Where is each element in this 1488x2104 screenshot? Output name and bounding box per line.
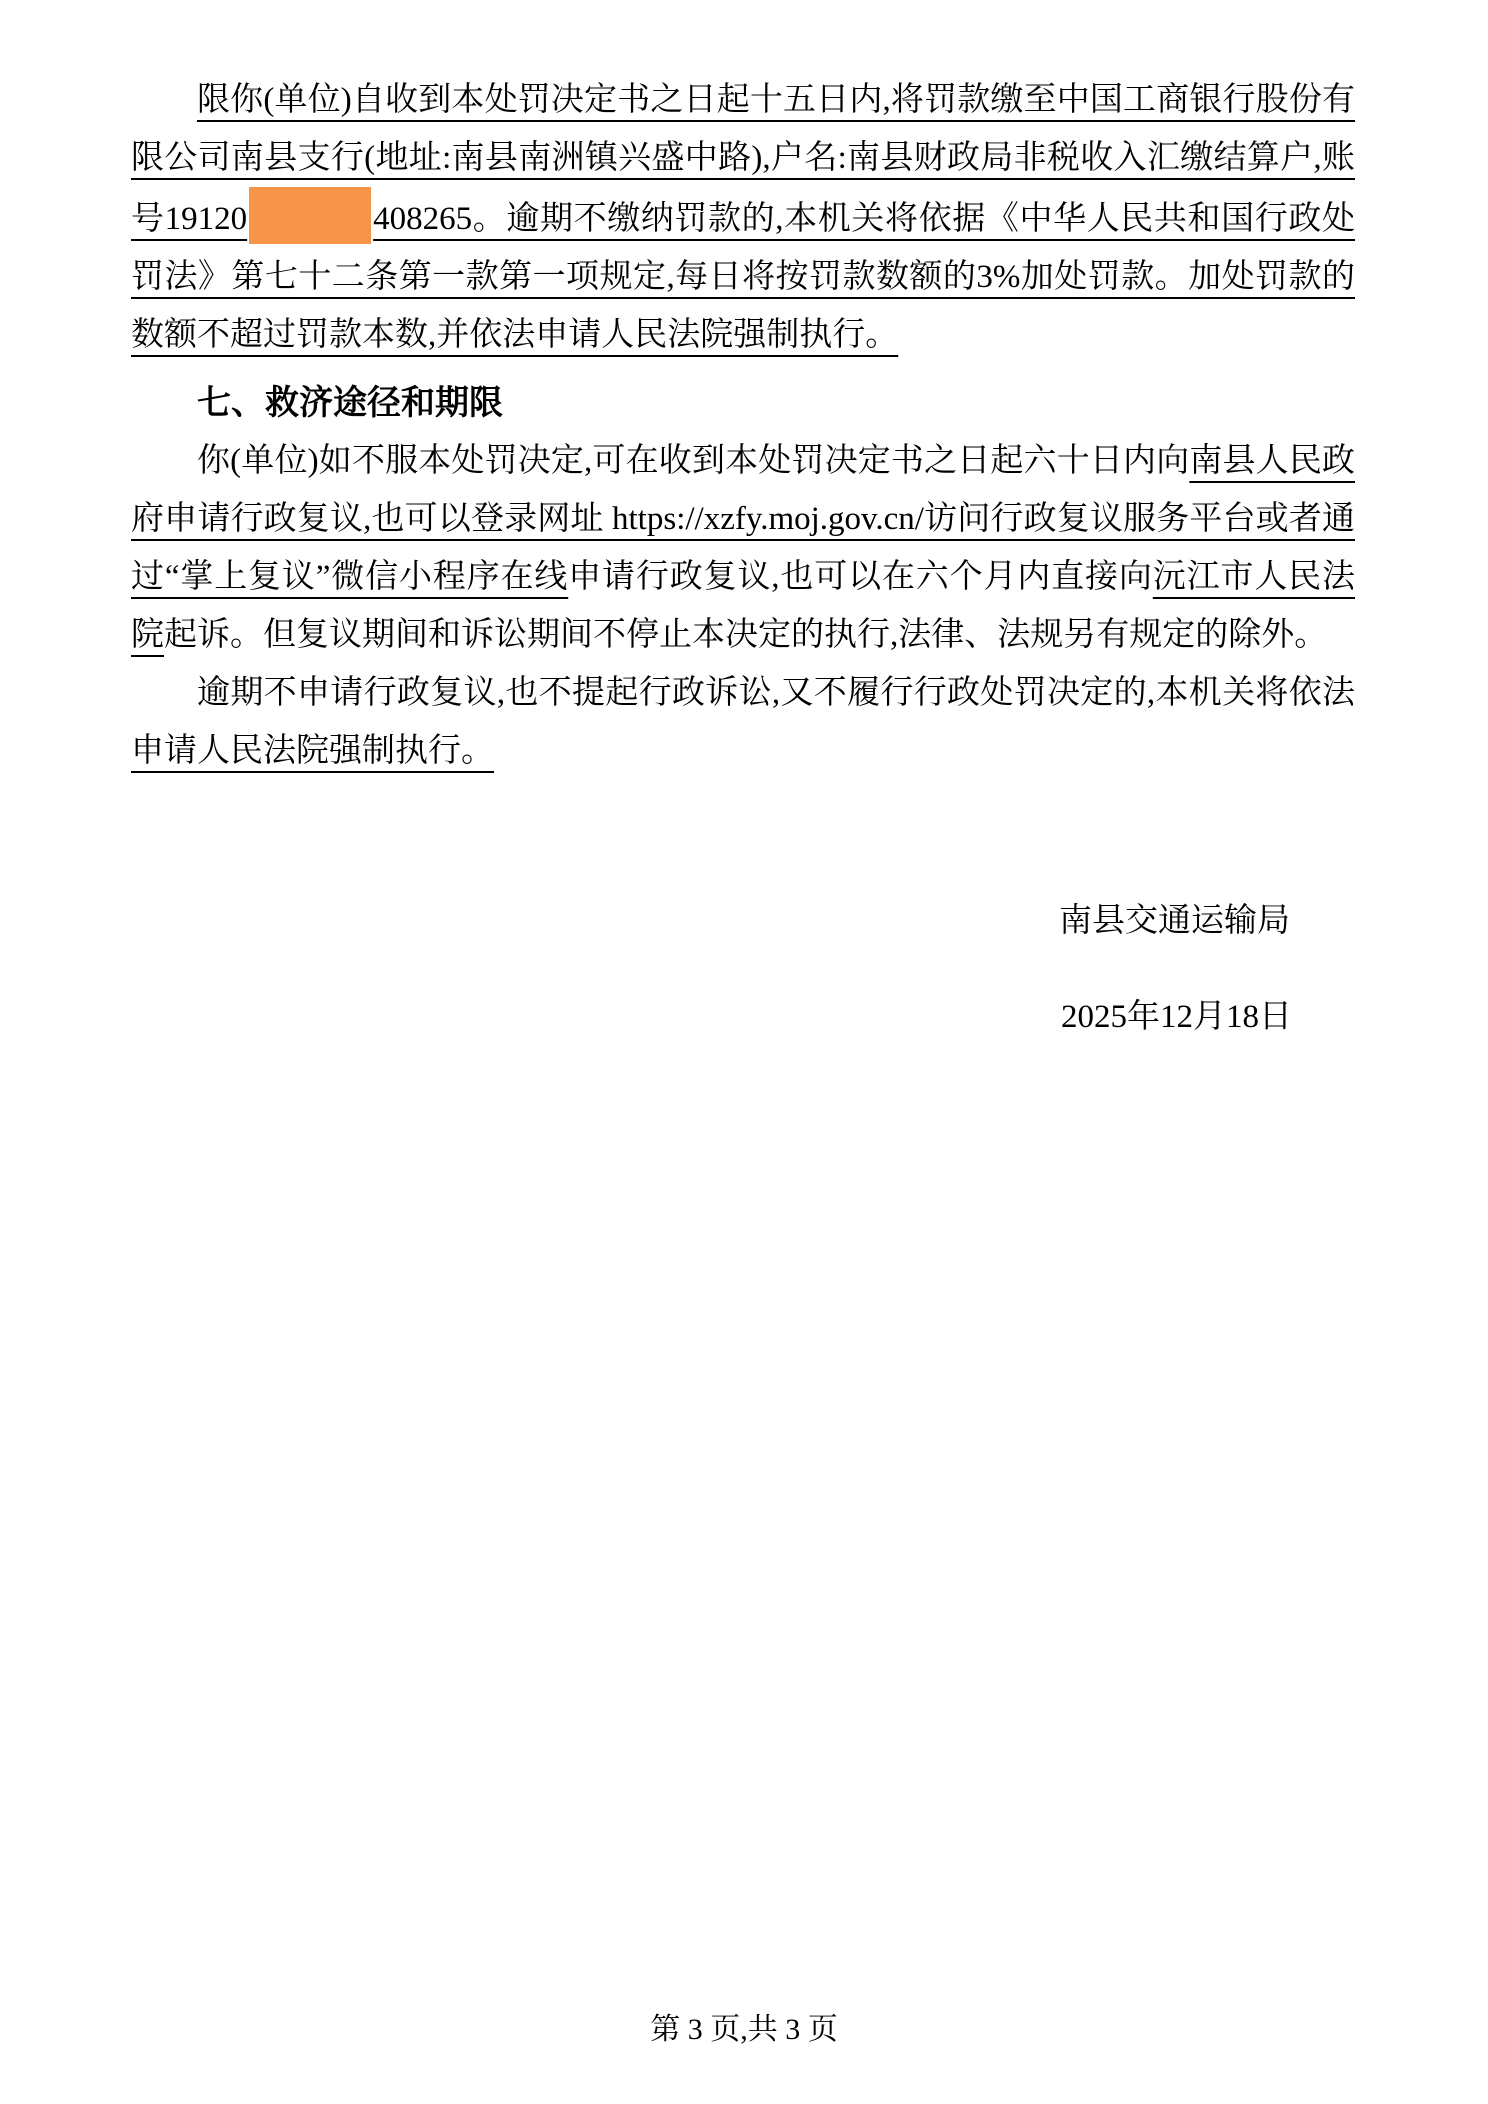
payment-text-after-redaction: 408265。逾期不缴纳罚款的,本机关将依据《中华人民共和国行政处罚法》第七十二条第一款第一项规定,每日将按罚款数额的3%加处罚款。加处罚款的数额不超过罚款本数,并依法申请人民法院强制执行。 <box>131 201 1356 353</box>
remedy-paragraph <box>131 432 1355 664</box>
redaction-box <box>249 187 371 244</box>
remedy-plain-1: 你(单位)如不服本处罚决定,可在收到本处罚决定书之日起六十日内向 <box>197 443 1190 479</box>
overdue-plain: 逾期不申请行政复议,也不提起行政诉讼,又不履行行政处罚决定的,本机关将依法 <box>197 675 1355 711</box>
remedy-underline-court: 沅江市人民法院 <box>131 559 1356 653</box>
page-number-footer: 第 3 页,共 3 页 <box>650 2013 838 2046</box>
issuing-agency-signature: 南县交通运输局 <box>1059 903 1290 939</box>
remedy-underline-authority-and-url: 南县人民政府申请行政复议,也可以登录网址 https://xzfy.moj.gov.cn/访问行政复议服务平台或者通过“掌上复议”微信小程序在线 <box>131 443 1355 595</box>
overdue-paragraph <box>131 664 1355 780</box>
decision-date: 2025年12月18日 <box>1061 999 1292 1035</box>
document-content <box>131 71 1355 1046</box>
remedy-plain-2: 申请行政复议,也可以在六个月内直接向 <box>568 559 1153 595</box>
overdue-underline-enforcement: 申请人民法院强制执行。 <box>131 733 494 769</box>
section-7-heading: 七、救济途径和期限 <box>197 384 503 422</box>
payment-text-before-redaction: 限你(单位)自收到本处罚决定书之日起十五日内,将罚款缴至中国工商银行股份有限公司南县支行(地址:南县南洲镇兴盛中路),户名:南县财政局非税收入汇缴结算户,账号19120 <box>131 82 1355 237</box>
remedy-plain-3: 起诉。但复议期间和诉讼期间不停止本决定的执行,法律、法规另有规定的除外。 <box>164 617 1328 653</box>
payment-paragraph <box>131 71 1355 364</box>
